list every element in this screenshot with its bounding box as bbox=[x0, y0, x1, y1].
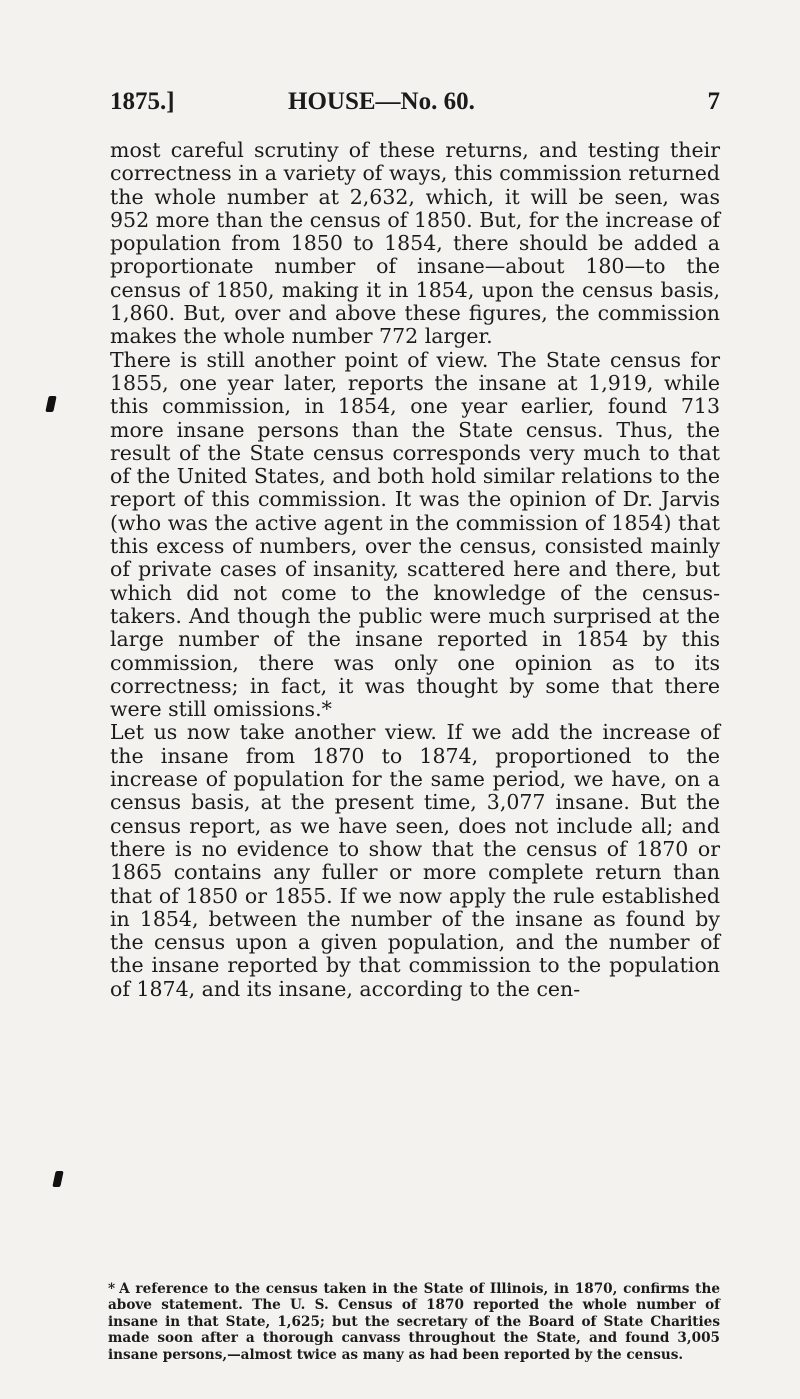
paragraph-3: Let us now take another view. If we add the increase of the insane from 1870 to 1874, proportioned to the increase of population for the same period, we have, on a census basis, at the present time, 3,077 insane. But the census report, as we have seen, does not include all; and there is no evidence to show that the census of 1870 or 1865 contains any fuller or more complete return than that of 1850 or 1855. If we now apply the rule established in 1854, between the number of the insane as found by the census upon a given population, and the number of the insane reported by that commission to the population of 1874, and its insane, according to the cen- bbox=[110, 720, 720, 1001]
header-year: 1875.] bbox=[110, 88, 175, 115]
margin-ink-mark bbox=[45, 396, 56, 412]
footnote bbox=[108, 1281, 720, 1363]
footnote-text: A reference to the census taken in the State of Illinois, in 1870, confirms the above statement. The U. S. Census of 1870 reported the whole number of insane in that State, 1,625; but the secretary of the Board of State Charities made soon after a thorough canvass throughout the State, and found 3,005 insane persons,—almost twice as many as had been reported by the census. bbox=[108, 1281, 720, 1363]
paragraph-1: most careful scrutiny of these returns, and testing their correctness in a variety of ways, this commission returned the whole number at 2,632, which, it will be seen, was 952 more than the census of 1850. But, for the increase of population from 1850 to 1854, there should be added a proportionate number of insane—about 180—to the census of 1850, making it in 1854, upon the census basis, 1,860. But, over and above these figures, the commission makes the whole number 772 larger. bbox=[110, 138, 720, 349]
paragraph-2: There is still another point of view. The State census for 1855, one year later, reports the insane at 1,919, while this commission, in 1854, one year earlier, found 713 more insane persons than the State census. Thus, the result of the State census corresponds very much to that of the United States, and both hold similar relations to the report of this commission. It was the opinion of Dr. Jarvis (who was the active agent in the commission of 1854) that this excess of numbers, over the census, consisted mainly of private cases of insanity, scattered here and there, but which did not come to the knowledge of the census-takers. And though the public were much surprised at the large number of the insane reported in 1854 by this commission, there was only one opinion as to its correctness; in fact, it was thought by some that there were still omissions.* bbox=[110, 347, 720, 722]
body-text bbox=[110, 139, 720, 1001]
margin-ink-mark bbox=[52, 1171, 63, 1187]
footnote-marker: * bbox=[108, 1281, 116, 1297]
header-title: HOUSE—No. 60. bbox=[288, 88, 475, 115]
running-header bbox=[110, 88, 720, 118]
header-page-number: 7 bbox=[707, 88, 720, 115]
